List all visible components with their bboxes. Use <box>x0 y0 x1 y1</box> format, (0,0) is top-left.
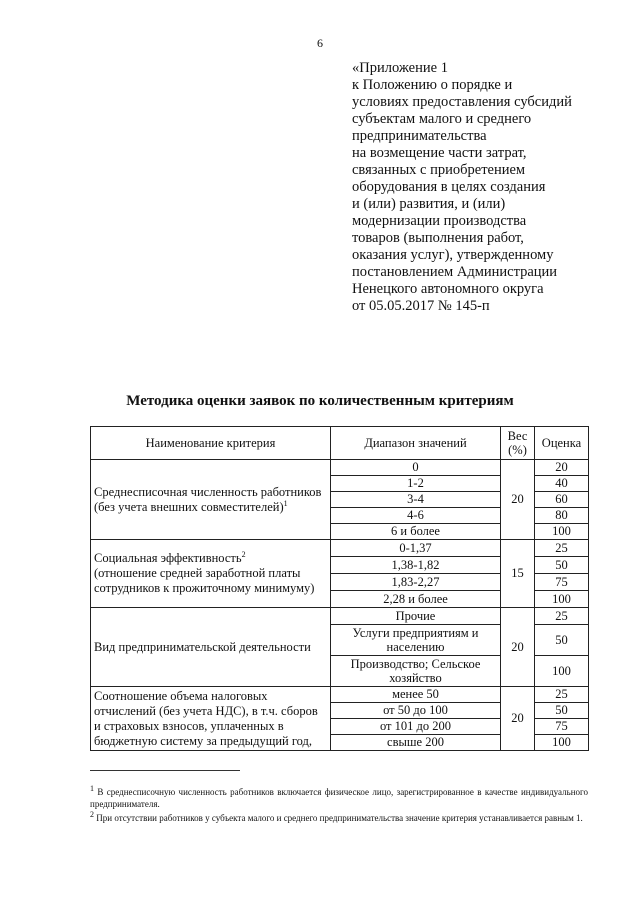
score-cell: 20 <box>535 460 589 476</box>
appendix-line: модернизации производства <box>352 213 527 229</box>
range-cell: 3-4 <box>331 492 501 508</box>
range-cell: от 50 до 100 <box>331 703 501 719</box>
range-cell: 1,38-1,82 <box>331 557 501 574</box>
table-row <box>91 687 589 703</box>
weight-cell: 20 <box>501 687 535 751</box>
score-cell: 40 <box>535 476 589 492</box>
score-cell: 100 <box>535 656 589 687</box>
score-cell: 100 <box>535 591 589 608</box>
criterion-text: Социальная эффективность <box>94 551 242 565</box>
table-row <box>91 608 589 625</box>
score-cell: 100 <box>535 524 589 540</box>
footnote <box>90 786 588 810</box>
table-row <box>91 460 589 476</box>
footnote-divider <box>90 770 240 771</box>
appendix-line: оборудования в целях создания <box>352 179 546 195</box>
range-cell: Прочие <box>331 608 501 625</box>
appendix-line: к Положению о порядке и <box>352 77 513 93</box>
header-range: Диапазон значений <box>331 427 501 460</box>
criterion-cell: Соотношение объема налоговых отчислений (без учета НДС), в т.ч. сборов и страховых взносов, уплаченных в бюджетную систему за предыдущий год, <box>91 687 331 751</box>
range-cell: от 101 до 200 <box>331 719 501 735</box>
header-score: Оценка <box>535 427 589 460</box>
appendix-line: и (или) развития, и (или) <box>352 196 506 212</box>
appendix-line: Ненецкого автономного округа <box>352 281 544 297</box>
page-number: 6 <box>317 36 323 50</box>
range-cell: свыше 200 <box>331 735 501 751</box>
range-cell: 2,28 и более <box>331 591 501 608</box>
appendix-line: оказания услуг), утвержденному <box>352 247 554 263</box>
footnote-mark: 2 <box>90 810 94 819</box>
appendix-line: условиях предоставления субсидий <box>352 94 572 110</box>
range-cell: Услуги предприятиям и населению <box>331 625 501 656</box>
appendix-line: предпринимательства <box>352 128 487 144</box>
table-header-row <box>91 427 589 460</box>
criterion-cell: Вид предпринимательской деятельности <box>91 608 331 687</box>
criterion-cell <box>91 460 331 540</box>
score-cell: 50 <box>535 703 589 719</box>
table-row <box>91 540 589 557</box>
appendix-header <box>352 60 622 315</box>
score-cell: 60 <box>535 492 589 508</box>
criteria-table <box>90 426 589 751</box>
document-title: Методика оценки заявок по количественным критериям <box>126 393 514 409</box>
footnote-mark: 1 <box>90 784 94 793</box>
footnote-text: В среднесписочную численность работников включается физическое лицо, зарегистрированное в качестве индивидуального предпринимателя. <box>90 787 588 809</box>
header-weight: Вес (%) <box>501 427 535 460</box>
score-cell: 75 <box>535 719 589 735</box>
appendix-line: субъектам малого и среднего <box>352 111 532 127</box>
range-cell: менее 50 <box>331 687 501 703</box>
appendix-line: постановлением Администрации <box>352 264 558 280</box>
weight-cell: 20 <box>501 608 535 687</box>
score-cell: 50 <box>535 625 589 656</box>
appendix-line: «Приложение 1 <box>352 60 448 76</box>
appendix-line: товаров (выполнения работ, <box>352 230 524 246</box>
range-cell: 4-6 <box>331 508 501 524</box>
footnote <box>90 812 588 824</box>
appendix-line: связанных с приобретением <box>352 162 526 178</box>
score-cell: 25 <box>535 608 589 625</box>
range-cell: 6 и более <box>331 524 501 540</box>
footnote-mark: 2 <box>241 549 246 559</box>
footnote-mark: 1 <box>283 498 288 508</box>
score-cell: 25 <box>535 687 589 703</box>
range-cell: 0-1,37 <box>331 540 501 557</box>
footnotes <box>90 786 588 826</box>
score-cell: 25 <box>535 540 589 557</box>
weight-cell: 15 <box>501 540 535 608</box>
range-cell: 1-2 <box>331 476 501 492</box>
range-cell: 1,83-2,27 <box>331 574 501 591</box>
criterion-cell <box>91 540 331 608</box>
range-cell: Производство; Сельское хозяйство <box>331 656 501 687</box>
weight-cell: 20 <box>501 460 535 540</box>
appendix-line: на возмещение части затрат, <box>352 145 527 161</box>
appendix-line: от 05.05.2017 № 145-п <box>352 298 490 314</box>
criterion-text: Среднесписочная численность работников (без учета внешних совместителей) <box>94 484 322 514</box>
footnote-text: При отсутствии работников у субъекта малого и среднего предпринимательства значение критерия устанавливается равным 1. <box>96 813 583 823</box>
score-cell: 80 <box>535 508 589 524</box>
score-cell: 75 <box>535 574 589 591</box>
header-criterion: Наименование критерия <box>91 427 331 460</box>
criterion-text: (отношение средней заработной платы сотрудников к прожиточному минимуму) <box>94 566 315 595</box>
range-cell: 0 <box>331 460 501 476</box>
score-cell: 50 <box>535 557 589 574</box>
score-cell: 100 <box>535 735 589 751</box>
